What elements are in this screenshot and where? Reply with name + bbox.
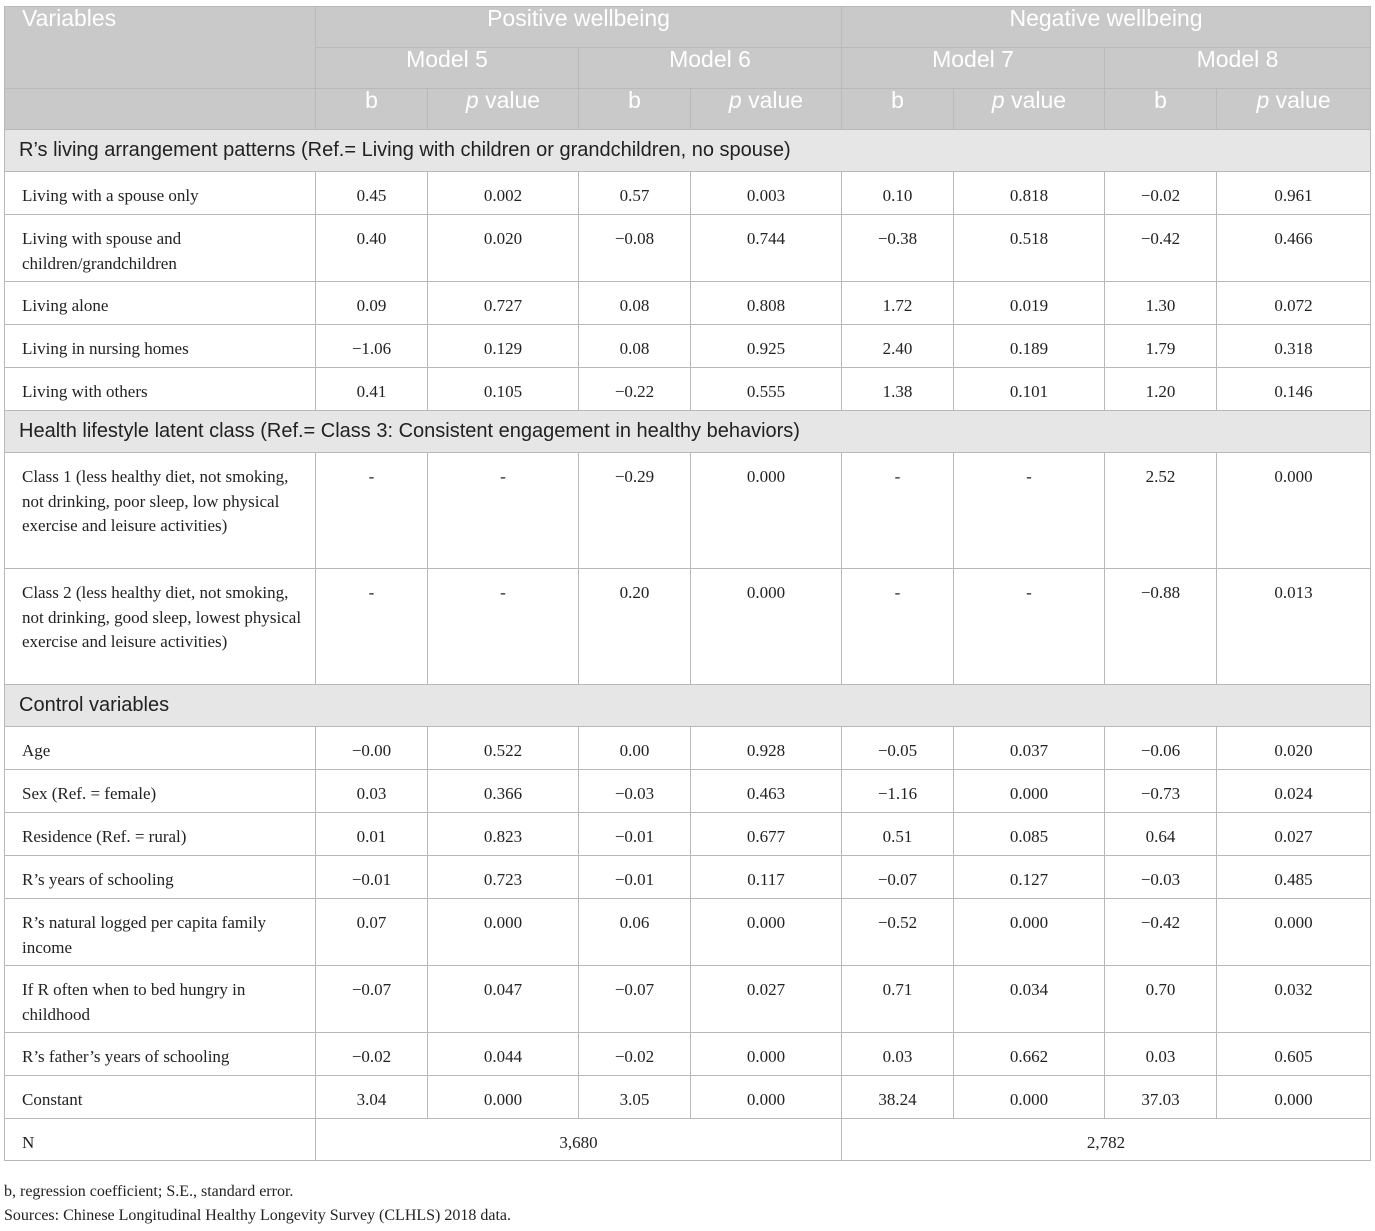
b-header: b	[316, 89, 428, 130]
cell: −0.73	[1105, 770, 1217, 813]
cell: -	[842, 569, 954, 685]
cell: 0.000	[428, 1076, 579, 1119]
table-row	[5, 172, 1371, 215]
cell: 0.823	[428, 813, 579, 856]
cell: 37.03	[1105, 1076, 1217, 1119]
model-header: Model 8	[1105, 48, 1371, 89]
row-label: Residence (Ref. = rural)	[5, 813, 316, 856]
cell: 0.64	[1105, 813, 1217, 856]
section-header-row	[5, 685, 1371, 727]
cell: 0.45	[316, 172, 428, 215]
cell: −1.06	[316, 325, 428, 368]
cell: 0.044	[428, 1033, 579, 1076]
cell: 0.925	[691, 325, 842, 368]
cell: 0.000	[691, 453, 842, 569]
table-row	[5, 966, 1371, 1033]
p-value-header: p value	[691, 89, 842, 130]
table-row	[5, 368, 1371, 411]
cell: -	[316, 569, 428, 685]
b-header: b	[842, 89, 954, 130]
cell: 0.072	[1217, 282, 1371, 325]
cell: 0.101	[954, 368, 1105, 411]
table-row	[5, 1033, 1371, 1076]
cell: −0.00	[316, 727, 428, 770]
table-row	[5, 727, 1371, 770]
row-label: R’s years of schooling	[5, 856, 316, 899]
variables-header: Variables	[5, 7, 316, 89]
cell: −0.03	[579, 770, 691, 813]
cell: 0.07	[316, 899, 428, 966]
cell: −0.38	[842, 215, 954, 282]
cell: −0.06	[1105, 727, 1217, 770]
cell: 0.727	[428, 282, 579, 325]
cell: 0.034	[954, 966, 1105, 1033]
cell: 0.189	[954, 325, 1105, 368]
cell: 0.000	[691, 569, 842, 685]
row-label: Living with a spouse only	[5, 172, 316, 215]
cell: 3.05	[579, 1076, 691, 1119]
cell: 38.24	[842, 1076, 954, 1119]
row-label: Class 1 (less healthy diet, not smoking, not drinking, poor sleep, low physical exercise and leisure activities)	[5, 453, 316, 569]
model-header: Model 6	[579, 48, 842, 89]
table-body	[5, 130, 1371, 1161]
footnote-abbreviations: b, regression coefficient; S.E., standard error.	[4, 1183, 294, 1200]
cell: -	[428, 569, 579, 685]
cell: 0.129	[428, 325, 579, 368]
row-label: Age	[5, 727, 316, 770]
cell: −0.02	[1105, 172, 1217, 215]
model-header: Model 7	[842, 48, 1105, 89]
cell: 0.818	[954, 172, 1105, 215]
table-header	[5, 7, 1371, 130]
cell: 0.105	[428, 368, 579, 411]
table-row	[5, 453, 1371, 569]
row-label: Sex (Ref. = female)	[5, 770, 316, 813]
n-label: N	[5, 1119, 316, 1161]
cell: 1.20	[1105, 368, 1217, 411]
cell: 0.03	[316, 770, 428, 813]
table-row	[5, 215, 1371, 282]
cell: −0.01	[579, 856, 691, 899]
cell: 0.08	[579, 282, 691, 325]
section-title: Control variables	[5, 685, 1371, 727]
cell: 0.037	[954, 727, 1105, 770]
cell: −0.88	[1105, 569, 1217, 685]
cell: 0.466	[1217, 215, 1371, 282]
cell: −0.42	[1105, 215, 1217, 282]
cell: 0.10	[842, 172, 954, 215]
row-label: Class 2 (less healthy diet, not smoking, not drinking, good sleep, lowest physical exercise and leisure activities)	[5, 569, 316, 685]
blank-header-cell	[5, 89, 316, 130]
model-header: Model 5	[316, 48, 579, 89]
cell: 0.027	[691, 966, 842, 1033]
cell: −0.08	[579, 215, 691, 282]
cell: 0.723	[428, 856, 579, 899]
cell: 0.000	[691, 899, 842, 966]
cell: −0.07	[842, 856, 954, 899]
cell: 0.000	[691, 1076, 842, 1119]
row-label: R’s father’s years of schooling	[5, 1033, 316, 1076]
section-title: R’s living arrangement patterns (Ref.= Living with children or grandchildren, no spouse)	[5, 130, 1371, 172]
cell: 1.30	[1105, 282, 1217, 325]
table-row	[5, 325, 1371, 368]
cell: 0.06	[579, 899, 691, 966]
row-label: Constant	[5, 1076, 316, 1119]
footnote-sources: Sources: Chinese Longitudinal Healthy Longevity Survey (CLHLS) 2018 data.	[4, 1207, 512, 1224]
row-label: Living with others	[5, 368, 316, 411]
cell: 0.928	[691, 727, 842, 770]
cell: 0.961	[1217, 172, 1371, 215]
cell: 0.002	[428, 172, 579, 215]
cell: 0.000	[428, 899, 579, 966]
cell: 0.20	[579, 569, 691, 685]
cell: −0.07	[316, 966, 428, 1033]
cell: 0.000	[954, 899, 1105, 966]
cell: 0.677	[691, 813, 842, 856]
group-header-positive: Positive wellbeing	[316, 7, 842, 48]
cell: 0.808	[691, 282, 842, 325]
n-row	[5, 1119, 1371, 1161]
regression-table-container	[4, 6, 1370, 1161]
b-header: b	[579, 89, 691, 130]
cell: −0.02	[579, 1033, 691, 1076]
cell: 1.72	[842, 282, 954, 325]
cell: −0.07	[579, 966, 691, 1033]
cell: 0.027	[1217, 813, 1371, 856]
p-value-header: p value	[1217, 89, 1371, 130]
cell: -	[428, 453, 579, 569]
cell: 0.71	[842, 966, 954, 1033]
cell: 0.09	[316, 282, 428, 325]
group-header-negative: Negative wellbeing	[842, 7, 1371, 48]
cell: 0.40	[316, 215, 428, 282]
cell: 0.01	[316, 813, 428, 856]
section-header-row	[5, 411, 1371, 453]
cell: 0.003	[691, 172, 842, 215]
cell: 0.03	[1105, 1033, 1217, 1076]
cell: −0.02	[316, 1033, 428, 1076]
cell: 3.04	[316, 1076, 428, 1119]
table-row	[5, 569, 1371, 685]
cell: 0.000	[954, 770, 1105, 813]
cell: 0.41	[316, 368, 428, 411]
cell: 0.555	[691, 368, 842, 411]
cell: 0.024	[1217, 770, 1371, 813]
cell: 0.03	[842, 1033, 954, 1076]
cell: 0.000	[1217, 899, 1371, 966]
cell: 0.085	[954, 813, 1105, 856]
p-value-header: p value	[428, 89, 579, 130]
table-row	[5, 813, 1371, 856]
cell: 0.485	[1217, 856, 1371, 899]
table-row	[5, 770, 1371, 813]
regression-table	[4, 6, 1371, 1161]
row-label: Living alone	[5, 282, 316, 325]
cell: −0.42	[1105, 899, 1217, 966]
cell: 0.000	[1217, 453, 1371, 569]
cell: -	[842, 453, 954, 569]
cell: 0.57	[579, 172, 691, 215]
cell: 0.032	[1217, 966, 1371, 1033]
row-label: Living in nursing homes	[5, 325, 316, 368]
cell: 0.000	[954, 1076, 1105, 1119]
cell: 0.00	[579, 727, 691, 770]
cell: 0.463	[691, 770, 842, 813]
cell: 0.662	[954, 1033, 1105, 1076]
cell: 0.318	[1217, 325, 1371, 368]
table-row	[5, 899, 1371, 966]
cell: 0.000	[691, 1033, 842, 1076]
cell: 0.522	[428, 727, 579, 770]
section-header-row	[5, 130, 1371, 172]
cell: 0.020	[1217, 727, 1371, 770]
cell: 0.000	[1217, 1076, 1371, 1119]
cell: 0.744	[691, 215, 842, 282]
cell: 0.518	[954, 215, 1105, 282]
n-positive: 3,680	[316, 1119, 842, 1161]
cell: 1.79	[1105, 325, 1217, 368]
cell: −0.29	[579, 453, 691, 569]
cell: 0.08	[579, 325, 691, 368]
row-label: If R often when to bed hungry in childhood	[5, 966, 316, 1033]
cell: 0.019	[954, 282, 1105, 325]
cell: 0.013	[1217, 569, 1371, 685]
cell: -	[316, 453, 428, 569]
row-label: R’s natural logged per capita family income	[5, 899, 316, 966]
cell: -	[954, 453, 1105, 569]
cell: 0.605	[1217, 1033, 1371, 1076]
n-negative: 2,782	[842, 1119, 1371, 1161]
cell: 0.047	[428, 966, 579, 1033]
cell: −0.01	[579, 813, 691, 856]
cell: −0.22	[579, 368, 691, 411]
cell: 0.117	[691, 856, 842, 899]
cell: −1.16	[842, 770, 954, 813]
section-title: Health lifestyle latent class (Ref.= Class 3: Consistent engagement in healthy behaviors)	[5, 411, 1371, 453]
table-row	[5, 856, 1371, 899]
cell: 2.40	[842, 325, 954, 368]
cell: 1.38	[842, 368, 954, 411]
cell: 2.52	[1105, 453, 1217, 569]
cell: 0.51	[842, 813, 954, 856]
b-header: b	[1105, 89, 1217, 130]
cell: −0.03	[1105, 856, 1217, 899]
cell: 0.146	[1217, 368, 1371, 411]
table-row	[5, 282, 1371, 325]
p-value-header: p value	[954, 89, 1105, 130]
cell: −0.01	[316, 856, 428, 899]
cell: 0.70	[1105, 966, 1217, 1033]
cell: −0.05	[842, 727, 954, 770]
cell: -	[954, 569, 1105, 685]
row-label: Living with spouse and children/grandchildren	[5, 215, 316, 282]
table-row	[5, 1076, 1371, 1119]
cell: 0.020	[428, 215, 579, 282]
cell: −0.52	[842, 899, 954, 966]
cell: 0.127	[954, 856, 1105, 899]
cell: 0.366	[428, 770, 579, 813]
